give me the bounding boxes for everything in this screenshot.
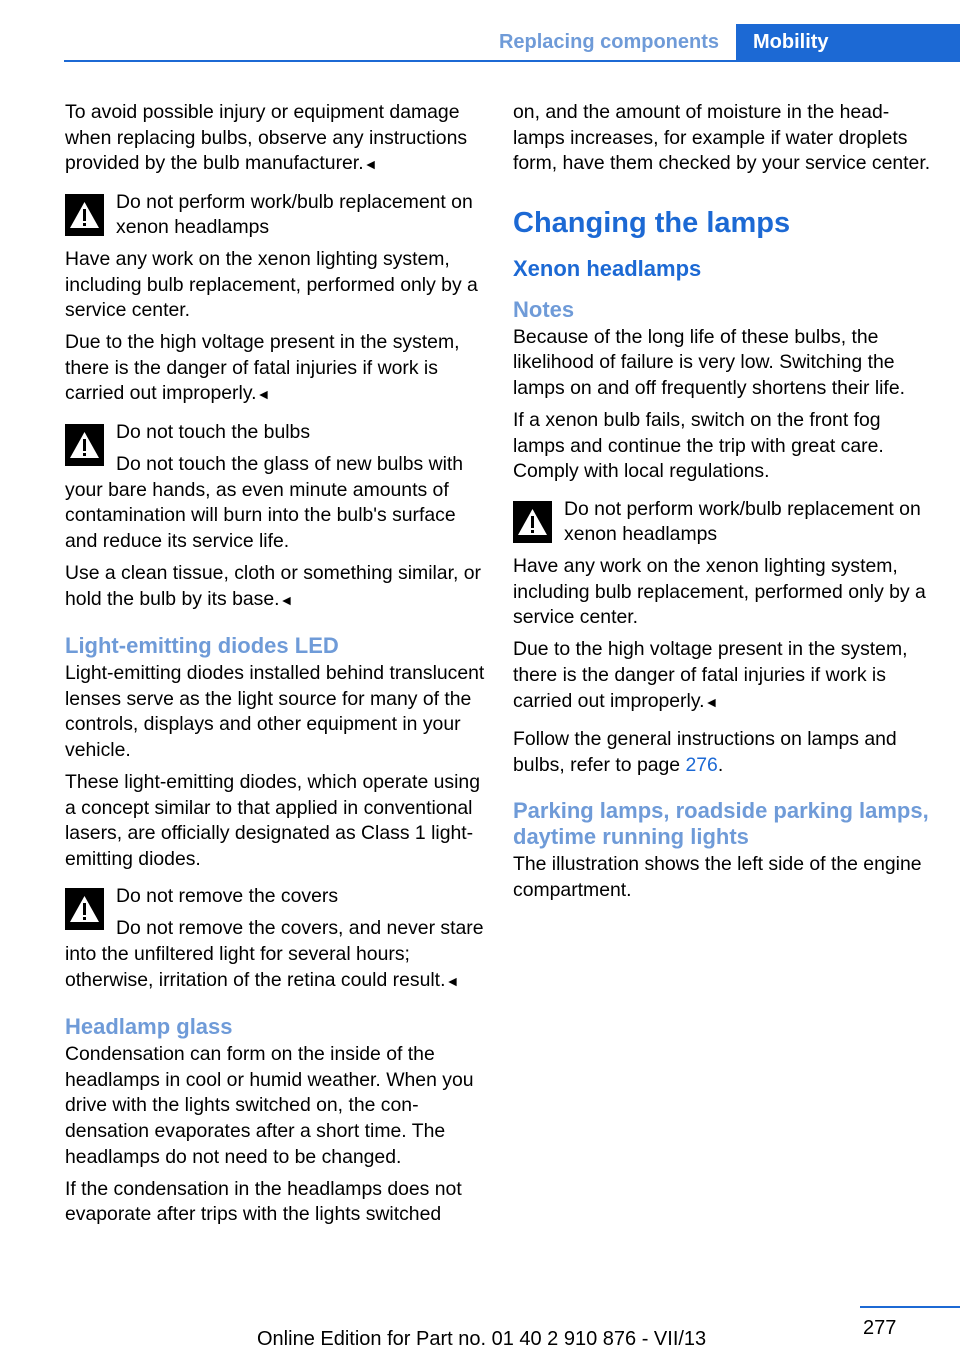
- paragraph: If the condensation in the headlamps does not evaporate after trips with the lights switched: [65, 1177, 462, 1226]
- paragraph: on, and the amount of moisture in the headlamps increases, for example if water droplets form, have them checked by your service center.: [513, 101, 931, 175]
- paragraph: Have any work on the xenon lighting system, including bulb replacement, performed only by a service center.: [513, 555, 926, 629]
- end-mark: ◄: [704, 693, 719, 710]
- warning-triangle-icon: [65, 424, 104, 466]
- paragraph: Use a clean tissue, cloth or something similar, or hold the bulb by its base.◄: [65, 561, 481, 610]
- paragraph: Follow the general instructions on lamps and bulbs, refer to page 276.: [513, 728, 897, 776]
- paragraph: Do not remove the covers, and never stare into the unfiltered light for several hours; otherwise, irritation of the retina could result.◄: [65, 917, 484, 991]
- warning-title: Do not perform work/bulb replacement on xenon headlamps: [116, 190, 473, 239]
- warning-box: [513, 497, 931, 548]
- warning-box: [65, 884, 485, 910]
- header-section-tab: Replacing components: [498, 31, 719, 53]
- subsection-heading: Xenon headlamps: [513, 255, 702, 281]
- page-reference-link[interactable]: 276: [685, 753, 718, 776]
- paragraph: Due to the high voltage present in the system, there is the danger of fatal injuries if work is carried out improperly.◄: [513, 638, 908, 712]
- end-mark: ◄: [363, 156, 378, 173]
- warning-triangle-icon: [513, 501, 552, 543]
- warning-title: Do not perform work/bulb replacement on xenon headlamps: [564, 497, 921, 546]
- paragraph: Condensation can form on the inside of the headlamps in cool or humid weather. When you drive with the lights switched on, the condensation evaporates after a short time. The headlamps do not need to be changed.: [65, 1043, 474, 1168]
- paragraph: Do not touch the glass of new bulbs with your bare hands, as even minute amounts of contamination will burn into the bulb's surface and reduce its service life.: [65, 453, 464, 552]
- paragraph: Because of the long life of these bulbs, the likelihood of failure is very low. Switching the lamps on and off frequently shortens their life.: [513, 325, 905, 399]
- end-mark: ◄: [256, 386, 271, 403]
- footer-rule: [860, 1306, 960, 1308]
- chapter-heading: Changing the lamps: [513, 206, 791, 239]
- paragraph: Light-emitting diodes installed behind translucent lenses serve as the light source for many of the controls, displays and other equipment in your vehicle.: [65, 662, 485, 761]
- section-heading: Parking lamps, roadside parking lamps, daytime running lights: [513, 798, 929, 850]
- warning-triangle-icon: [65, 194, 104, 236]
- end-mark: ◄: [445, 972, 460, 989]
- warning-box: [65, 420, 485, 446]
- paragraph: Have any work on the xenon lighting system, including bulb replacement, performed only by a service center.: [65, 247, 478, 322]
- header-rule: [64, 60, 960, 62]
- page-number: 277: [863, 1317, 897, 1339]
- header-chapter-tab: Mobility: [736, 24, 960, 61]
- paragraph: These light-emitting diodes, which operate using a concept similar to that applied in conventional lasers, are officially designated as Class 1 light-emitting diodes.: [65, 770, 480, 870]
- warning-box: [65, 190, 485, 241]
- paragraph: Due to the high voltage present in the system, there is the danger of fatal injuries if work is carried out improperly.◄: [65, 331, 460, 405]
- warning-title: Do not remove the covers: [116, 885, 339, 908]
- right-column: [513, 100, 931, 910]
- paragraph: To avoid possible injury or equipment damage when replacing bulbs, observe any instructions provided by the bulb manufacturer.◄: [65, 101, 468, 175]
- left-column: [65, 100, 485, 1234]
- warning-triangle-icon: [65, 888, 104, 930]
- section-heading: Light-emitting diodes LED: [65, 633, 339, 659]
- section-heading: Headlamp glass: [65, 1014, 233, 1040]
- end-mark: ◄: [279, 591, 294, 608]
- section-heading: Notes: [513, 296, 575, 322]
- warning-title: Do not touch the bulbs: [116, 421, 311, 444]
- paragraph: The illustration shows the left side of the engine compartment.: [513, 853, 922, 901]
- paragraph: If a xenon bulb fails, switch on the front fog lamps and continue the trip with great care. Comply with local regulations.: [513, 409, 884, 483]
- edition-footer: Online Edition for Part no. 01 40 2 910 876 - VII/13: [257, 1328, 707, 1350]
